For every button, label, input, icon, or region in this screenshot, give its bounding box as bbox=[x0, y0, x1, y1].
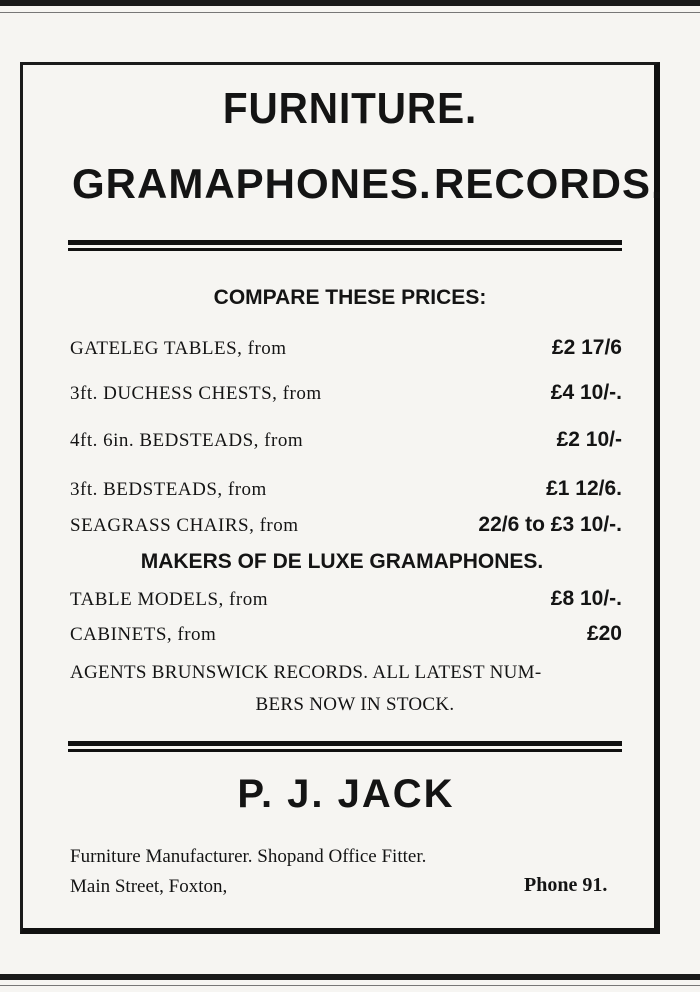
price-row-bedsteads-4ft bbox=[70, 428, 622, 458]
price-value: £20 bbox=[586, 622, 622, 645]
divider-top bbox=[68, 240, 622, 251]
page-top-rule bbox=[0, 0, 700, 6]
business-description: Furniture Manufacturer. Shopand Office Fitter. bbox=[70, 846, 427, 867]
price-item-label: 4ft. 6in. BEDSTEADS, from bbox=[70, 430, 304, 451]
price-row-table-models bbox=[70, 587, 622, 617]
price-row-bedsteads-3ft bbox=[70, 477, 622, 507]
price-item-label: CABINETS, from bbox=[70, 624, 217, 645]
business-phone: Phone 91. bbox=[524, 874, 608, 896]
price-row-seagrass-chairs bbox=[70, 513, 622, 543]
headline-gramaphones: GRAMAPHONES. bbox=[72, 160, 432, 207]
compare-heading: COMPARE THESE PRICES: bbox=[213, 286, 487, 309]
divider-bottom bbox=[68, 741, 622, 752]
price-value: £4 10/-. bbox=[550, 381, 622, 404]
headline-furniture: FURNITURE. bbox=[222, 84, 478, 133]
business-name: P. J. JACK bbox=[237, 772, 455, 816]
headline-records: RECORDS. bbox=[434, 160, 664, 207]
agents-text-line1: AGENTS BRUNSWICK RECORDS. ALL LATEST NUM- bbox=[70, 662, 542, 683]
price-item-label: SEAGRASS CHAIRS, from bbox=[70, 515, 299, 536]
price-item-label: TABLE MODELS, from bbox=[70, 589, 268, 610]
page-bottom-rule bbox=[0, 974, 700, 980]
price-row-cabinets bbox=[70, 622, 622, 652]
price-value: £8 10/-. bbox=[550, 587, 622, 610]
page-top-rule-thin bbox=[0, 12, 700, 13]
page-bottom-rule-thin bbox=[0, 985, 700, 986]
price-value: £2 10/- bbox=[556, 428, 622, 451]
price-row-duchess-chests bbox=[70, 381, 622, 411]
price-value: 22/6 to £3 10/-. bbox=[478, 513, 622, 536]
agents-text-line2: BERS NOW IN STOCK. bbox=[255, 694, 455, 715]
price-item-label: GATELEG TABLES, from bbox=[70, 338, 287, 359]
makers-heading: MAKERS OF DE LUXE GRAMAPHONES. bbox=[140, 550, 544, 573]
business-address: Main Street, Foxton, bbox=[70, 876, 228, 897]
price-value: £1 12/6. bbox=[546, 477, 622, 500]
price-row-gateleg bbox=[70, 336, 622, 366]
price-value: £2 17/6 bbox=[551, 336, 622, 359]
price-item-label: 3ft. BEDSTEADS, from bbox=[70, 479, 267, 500]
price-item-label: 3ft. DUCHESS CHESTS, from bbox=[70, 383, 322, 404]
